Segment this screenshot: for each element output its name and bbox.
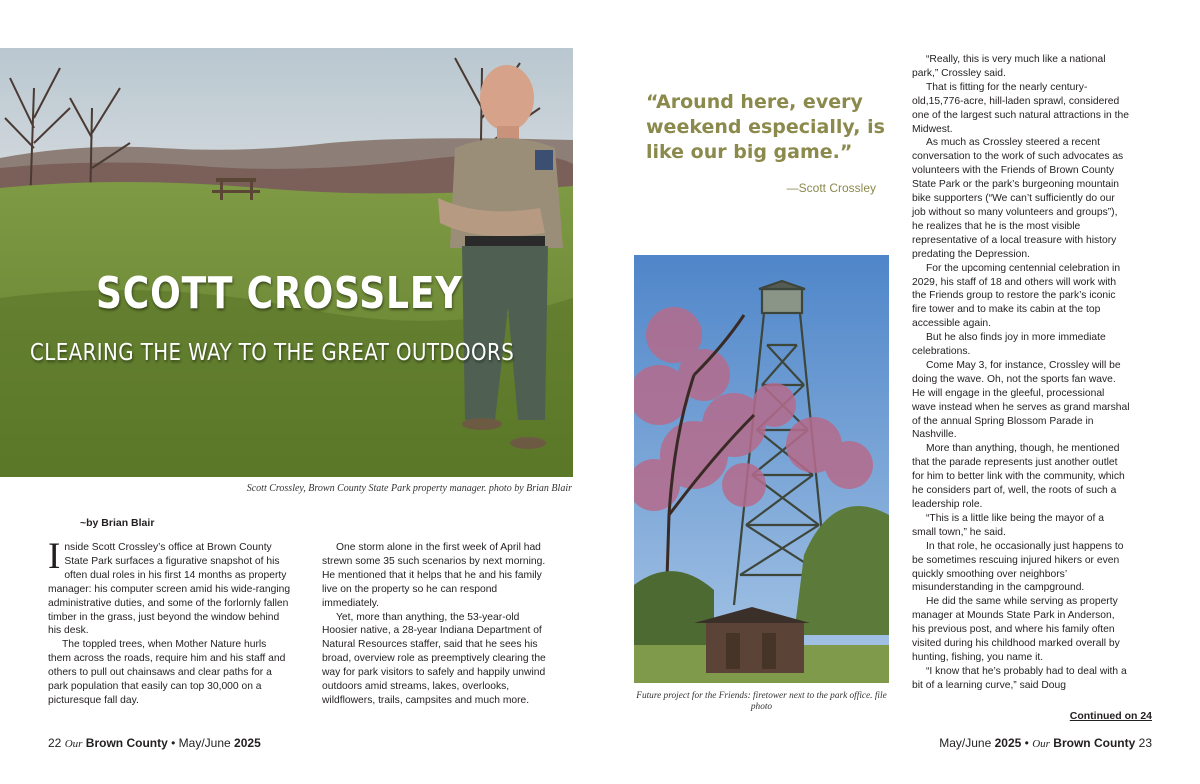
paragraph: More than anything, though, he mentioned that the parade represents just another outlet for him to better link with the community, which he considers part of, well, the roots of such a leadership role. — [912, 443, 1125, 510]
paragraph: Come May 3, for instance, Crossley will be doing the wave. Oh, not the sports fan wave. He will engage in the gleeful, processional wave instead when he serves as grand marshal of the annual Spring Blossom Parade in Nashville. — [912, 359, 1130, 441]
footer-right — [939, 736, 1152, 750]
paragraph: One storm alone in the first week of April had strewn some 35 such scenarios by next morning. He mentioned that it helps that he and his family live on the property so he can respond immediately. — [322, 542, 546, 609]
issue: May/June — [178, 736, 231, 750]
article-subtitle: CLEARING THE WAY TO THE GREAT OUTDOORS — [30, 340, 515, 366]
article-column-2 — [322, 541, 552, 708]
pull-quote: “Around here, every weekend especially, is like our big game.” — [646, 91, 885, 163]
drop-cap: I — [48, 536, 61, 577]
hero-photo — [0, 48, 573, 477]
continued-link[interactable]: Continued on 24 — [1069, 710, 1152, 722]
masthead-our: Our — [1032, 738, 1050, 750]
separator: • — [1024, 736, 1029, 750]
pull-quote-attribution: —Scott Crossley — [786, 181, 876, 195]
footer-left — [48, 736, 261, 750]
issue: May/June — [939, 736, 992, 750]
paragraph: Inside Scott Crossley’s office at Brown County State Park surfaces a figurative snapshot of his often dual roles in his first 14 months as property manager: his computer screen amid his wide-ranging administrative duties, and some of the forlornly fallen timber in the grass, just beyond the window behind his desk. — [48, 536, 291, 637]
paragraph: The toppled trees, when Mother Nature hurls them across the roads, require him and his staff and others to pull out chainsaws and clear paths for a park population that easily can top 30,000 on a picturesque fall day. — [48, 639, 286, 706]
paragraph: In that role, he occasionally just happens to be sometimes rescuing injured hikers or even quickly smoothing over neighbors’ misunderstanding in the campground. — [912, 540, 1124, 594]
fire-tower-caption: Future project for the Friends: firetower next to the park office. file photo — [636, 691, 887, 712]
paragraph: Yet, more than anything, the 53-year-old Hoosier native, a 28-year Indiana Department of Natural Resources staffer, said that he sees his broad, overview role as preemptively clearing the way for park visitors to safely and happily unwind outdoors amid streams, lakes, overlooks, wildflowers, trails, campsites and much more. — [322, 611, 546, 706]
paragraph: “This is a little like being the mayor of a small town,” he said. — [912, 512, 1104, 538]
paragraph: He did the same while serving as property manager at Mounds State Park in Anderson, his previous post, and where his family often visited during his childhood marked overall by hunting, fishing, you name it. — [912, 596, 1120, 663]
article-column-1 — [48, 536, 291, 708]
fire-tower-photo — [634, 255, 889, 683]
byline: ~by Brian Blair — [80, 517, 155, 529]
article-column-3 — [912, 53, 1130, 693]
paragraph: As much as Crossley steered a recent conversation to the work of such advocates as volunteers with the Friends of Brown County State Park or the park’s burgeoning mountain bike supporters (“We can’t sufficiently do our job without so many volunteers and groups”), he realizes that he is the most visible representative of a local treasure with history predating the Depression. — [912, 137, 1124, 260]
separator: • — [171, 736, 176, 750]
paragraph: That is fitting for the nearly century-old,15,776-acre, hill-laden sprawl, considered one of the largest such natural attractions in the Midwest. — [912, 81, 1129, 135]
article-title: SCOTT CROSSLEY — [96, 268, 463, 319]
year: 2025 — [994, 736, 1022, 750]
hero-photo-caption: Scott Crossley, Brown County State Park property manager. photo by Brian Blair — [246, 483, 572, 494]
publication-name: Brown County — [85, 736, 168, 750]
paragraph: “Really, this is very much like a national park,” Crossley said. — [912, 54, 1106, 79]
page-number: 22 — [48, 736, 62, 750]
masthead-our: Our — [64, 738, 83, 750]
hero-photo-illustration — [0, 48, 573, 477]
year: 2025 — [234, 736, 261, 750]
paragraph: For the upcoming centennial celebration in 2029, his staff of 18 and others will work with the Friends group to restore the park’s iconic fire tower and to make its cabin at the top accessible again. — [912, 262, 1121, 330]
page-number: 23 — [1138, 736, 1152, 750]
paragraph: “I know that he’s probably had to deal with a bit of a learning curve,” said Doug — [912, 665, 1127, 691]
publication-name: Brown County — [1053, 736, 1136, 750]
paragraph: But he also finds joy in more immediate celebrations. — [912, 332, 1106, 358]
fire-tower-illustration — [634, 255, 889, 683]
